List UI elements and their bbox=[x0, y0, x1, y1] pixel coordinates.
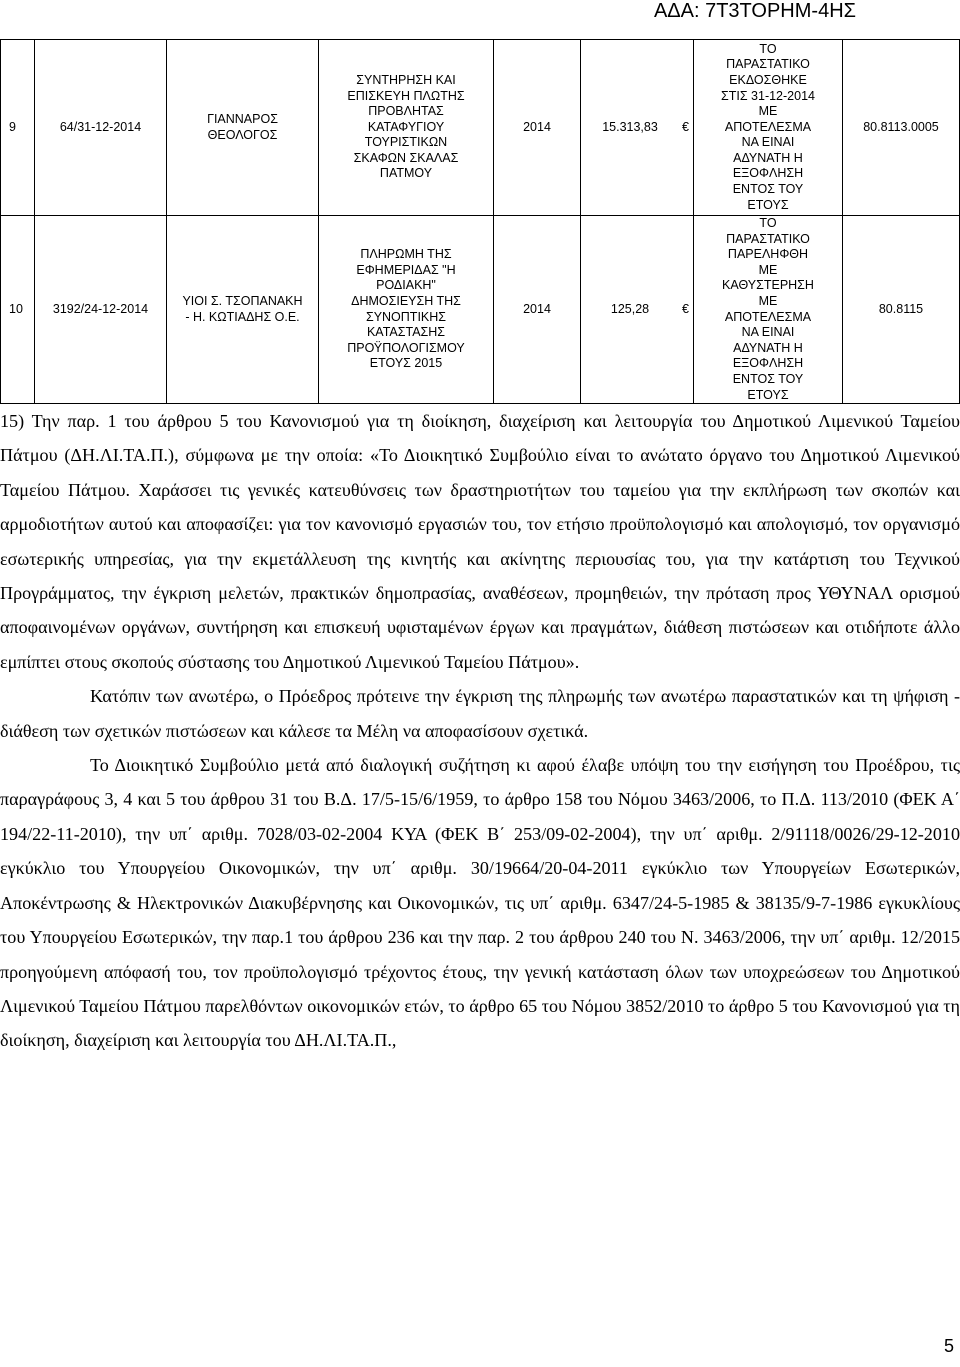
remarks-line: ΝΑ ΕΙΝΑΙ bbox=[741, 135, 795, 150]
euro-icon: € bbox=[682, 301, 689, 316]
table-row bbox=[1, 40, 960, 216]
remarks-line: ΑΠΟΤΕΛΕΣΜΑ bbox=[724, 309, 812, 324]
document-reference: 64/31-12-2014 bbox=[35, 40, 167, 216]
paragraph-proposal: Κατόπιν των ανωτέρω, ο Πρόεδρος πρότεινε την έγκριση της πληρωμής των ανωτέρω παραστατικών και τη ψήφιση - διάθεση των σχετικών πιστώσεων και κάλεσε τα Μέλη να αποφασίσουν σχετικά. bbox=[0, 686, 960, 741]
remarks-line: ΜΕ bbox=[758, 262, 778, 277]
remarks-line: ΕΝΤΟΣ ΤΟΥ bbox=[732, 182, 804, 197]
remarks-line: ΝΑ ΕΙΝΑΙ bbox=[741, 325, 795, 340]
remarks-line: ΑΔΥΝΑΤΗ Η bbox=[733, 340, 803, 355]
remarks-line: ΕΤΟΥΣ bbox=[747, 197, 789, 212]
amount-value: 15.313,83 bbox=[602, 119, 658, 134]
beneficiary bbox=[167, 40, 319, 216]
beneficiary bbox=[167, 216, 319, 404]
paragraph-15: 15) Την παρ. 1 του άρθρου 5 του Κανονισμού για τη διοίκηση, διαχείριση και λειτουργία του Δημοτικού Λιμενικού Ταμείου Πάτμου (ΔΗ.ΛΙ.ΤΑ.Π.), σύμφωνα με την οποία: «Το Διοικητικό Συμβούλιο είναι το ανώτατο όργανο του Δημοτικού Λιμενικού Ταμείου Πάτμου. Χαράσσει τις γενικές κατευθύνσεις των δραστηριοτήτων του ταμείου για την εκπλήρωση των σκοπών και αρμοδιοτήτων αυτού και αποφασίζει: για τον κανονισμό εργασιών του, τον ετήσιο προϋπολογισμό και απολογισμό, τον οργανισμό εσωτερικής υπηρεσίας, για την εκμετάλλευση της κινητής και ακίνητης περιουσίας του, για την κατάρτιση του Τεχνικού Προγράμματος, την έγκριση μελετών, πρακτικών δημοπρασίας, αναθέσεων, προμηθειών, την πρόταση προς ΥΘΥΝΑΛ ορισμού αποφαινομένων οργάνων, συντήρηση και επισκευή υφισταμένων έργων και πραγμάτων, διάθεση πιστώσεων και οτιδήποτε άλλο εμπίπτει στους σκοπούς σύστασης του Δημοτικού Λιμενικού Ταμείου Πάτμου». bbox=[0, 411, 960, 672]
row-number: 9 bbox=[1, 40, 35, 216]
paragraph-decision: Το Διοικητικό Συμβούλιο μετά από διαλογική συζήτηση κι αφού έλαβε υπόψη του την εισήγηση του Προέδρου, τις παραγράφους 3, 4 και 5 του άρθρου 31 του Β.Δ. 17/5-15/6/1959, το άρθρο 158 του Νόμου 3463/2006, το Π.Δ. 113/2010 (ΦΕΚ Α΄ 194/22-11-2010), την υπ΄ αριθμ. 7028/03-02-2004 ΚΥΑ (ΦΕΚ Β΄ 253/09-02-2004), την υπ΄ αριθμ. 2/91118/0026/29-12-2010 εγκύκλιο του Υπουργείου Οικονομικών, την υπ΄ αριθμ. 30/19664/20-04-2011 εγκύκλιο των Υπουργείων Εσωτερικών, Αποκέντρωσης & Ηλεκτρονικών Διακυβέρνησης και Οικονομικών, τις υπ΄ αριθμ. 6347/24-5-1985 & 38135/9-7-1986 εγκυκλίους του Υπουργείου Εσωτερικών, την παρ.1 του άρθρου 236 και την παρ. 2 του άρθρου 240 του Ν. 3463/2006, την υπ΄ αριθμ. 12/2015 προηγούμενη απόφασή του, τον προϋπολογισμό τρέχοντος έτους, την γενική κατάσταση όλων των υποχρεώσεων του Δημοτικού Λιμενικού Ταμείου Πάτμου παρελθόντων οικονομικών ετών, το άρθρο 65 του Νόμου 3852/2010 το άρθρο 5 του Κανονισμού για τη διοίκηση, διαχείριση και λειτουργία του ΔΗ.ΛΙ.ΤΑ.Π., bbox=[0, 755, 960, 1051]
description-line: ΠΛΗΡΩΜΗ ΤΗΣ bbox=[360, 247, 452, 262]
remarks-line: ΕΞΟΦΛΗΣΗ bbox=[732, 356, 804, 371]
description-line: ΕΦΗΜΕΡΙΔΑΣ "Η bbox=[356, 262, 456, 277]
amount-cell bbox=[581, 216, 694, 404]
budget-code: 80.8113.0005 bbox=[843, 40, 960, 216]
description-line: ΡΟΔΙΑΚΗ" bbox=[376, 278, 436, 293]
document-reference: 3192/24-12-2014 bbox=[35, 216, 167, 404]
remarks-line: ΠΑΡΑΣΤΑΤΙΚΟ bbox=[726, 231, 810, 246]
beneficiary-line: ΥΙΟΙ Σ. ΤΣΟΠΑΝΑΚΗ bbox=[182, 293, 303, 308]
remarks-line: ΑΠΟΤΕΛΕΣΜΑ bbox=[724, 119, 812, 134]
amount-value: 125,28 bbox=[610, 301, 650, 316]
budget-code: 80.8115 bbox=[843, 216, 960, 404]
page-number: 5 bbox=[943, 1336, 954, 1356]
description-line: ΠΡΟΒΛΗΤΑΣ bbox=[368, 104, 444, 119]
description bbox=[319, 216, 494, 404]
beneficiary-line: - Η. ΚΩΤΙΑΔΗΣ Ο.Ε. bbox=[185, 309, 300, 324]
remarks bbox=[694, 40, 843, 216]
remarks-line: ΣΤΙΣ 31-12-2014 bbox=[721, 88, 815, 103]
remarks-line: ΤΟ bbox=[759, 41, 777, 56]
description-line: ΔΗΜΟΣΙΕΥΣΗ ΤΗΣ bbox=[351, 293, 461, 308]
remarks-line: ΜΕ bbox=[758, 104, 778, 119]
amount-cell bbox=[581, 40, 694, 216]
description-line: ΣΥΝΤΗΡΗΣΗ ΚΑΙ bbox=[356, 72, 456, 87]
description-line: ΣΥΝΟΠΤΙΚΗΣ bbox=[365, 309, 447, 324]
remarks bbox=[694, 216, 843, 404]
table-row bbox=[1, 216, 960, 404]
remarks-line: ΠΑΡΑΣΤΑΤΙΚΟ bbox=[726, 57, 810, 72]
remarks-line: ΕΝΤΟΣ ΤΟΥ bbox=[732, 371, 804, 386]
document-body bbox=[0, 404, 960, 1058]
description-line: ΤΟΥΡΙΣΤΙΚΩΝ bbox=[364, 135, 448, 150]
payments-table bbox=[0, 39, 960, 404]
row-number: 10 bbox=[1, 216, 35, 404]
remarks-line: ΕΤΟΥΣ bbox=[747, 387, 789, 402]
description-line: ΕΤΟΥΣ 2015 bbox=[369, 356, 443, 371]
euro-icon: € bbox=[682, 119, 689, 134]
beneficiary-line: ΘΕΟΛΟΓΟΣ bbox=[207, 127, 278, 142]
remarks-line: ΤΟ bbox=[759, 216, 777, 230]
description-line: ΚΑΤΑΣΤΑΣΗΣ bbox=[366, 325, 446, 340]
description bbox=[319, 40, 494, 216]
remarks-line: ΕΚΔΟΣΘΗΚΕ bbox=[729, 72, 807, 87]
description-line: ΠΑΤΜΟΥ bbox=[379, 166, 433, 181]
remarks-line: ΕΞΟΦΛΗΣΗ bbox=[732, 166, 804, 181]
remarks-line: ΚΑΘΥΣΤΕΡΗΣΗ bbox=[722, 278, 814, 293]
description-line: ΠΡΟΫΠΟΛΟΓΙΣΜΟΥ bbox=[347, 340, 465, 355]
fiscal-year: 2014 bbox=[494, 216, 581, 404]
beneficiary-line: ΓΙΑΝΝΑΡΟΣ bbox=[207, 111, 278, 126]
remarks-line: ΜΕ bbox=[758, 293, 778, 308]
fiscal-year: 2014 bbox=[494, 40, 581, 216]
remarks-line: ΠΑΡΕΛΗΦΘΗ bbox=[727, 247, 809, 262]
remarks-line: ΑΔΥΝΑΤΗ Η bbox=[733, 150, 803, 165]
description-line: ΣΚΑΦΩΝ ΣΚΑΛΑΣ bbox=[353, 150, 459, 165]
ada-code-header: ΑΔΑ: 7Τ3ΤΟΡΗΜ-4ΗΣ bbox=[653, 0, 856, 22]
description-line: ΕΠΙΣΚΕΥΗ ΠΛΩΤΗΣ bbox=[347, 88, 465, 103]
description-line: ΚΑΤΑΦΥΓΙΟΥ bbox=[367, 119, 445, 134]
